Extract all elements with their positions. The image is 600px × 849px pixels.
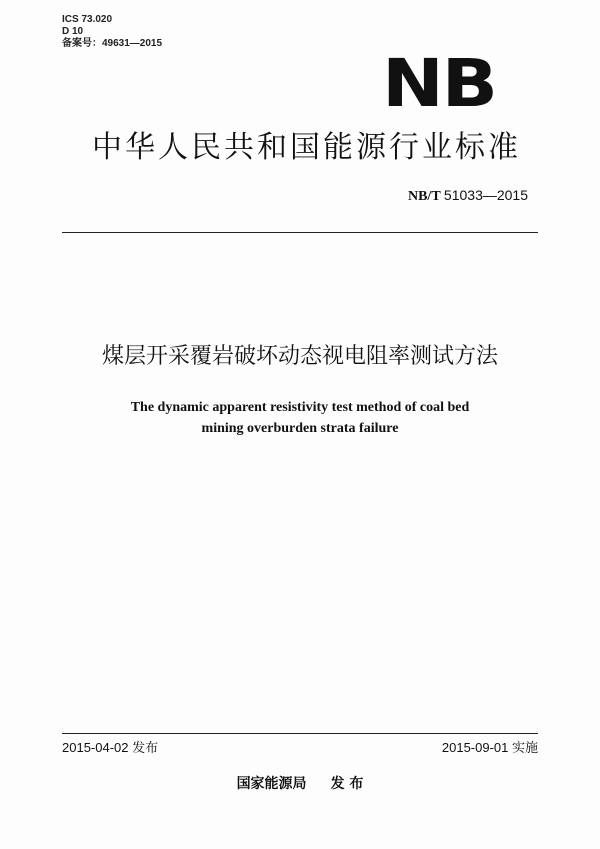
standard-code-prefix: NB/T (407, 189, 441, 204)
standard-category-title: 中华人民共和国能源行业标准 (92, 130, 521, 165)
publisher-name: 国家能源局 (236, 776, 307, 792)
issue-date: 2015-04-02 发布 (62, 740, 159, 755)
document-title-cn: 煤层开采覆岩破坏动态视电阻率测试方法 (101, 344, 498, 369)
implementation-date: 2015-09-01 实施 (441, 740, 538, 755)
standard-code-number: 51033—2015 (443, 187, 528, 203)
standard-number (408, 187, 528, 205)
ics-code: ICS 73.020 (62, 14, 113, 25)
classification-code: D 10 (62, 26, 84, 37)
publisher-line (0, 773, 600, 793)
document-title-en-line2: mining overburden strata failure (201, 421, 399, 436)
publisher-action: 发 布 (330, 776, 364, 792)
document-title-en-line1: The dynamic apparent resistivity test method of coal bed (130, 400, 470, 415)
bottom-divider (62, 733, 538, 734)
classification-block (62, 14, 162, 50)
record-number: 备案号：49631—2015 (62, 38, 163, 49)
nb-logo: NB (382, 45, 496, 122)
top-divider (62, 232, 538, 233)
document-title-en (0, 397, 600, 439)
